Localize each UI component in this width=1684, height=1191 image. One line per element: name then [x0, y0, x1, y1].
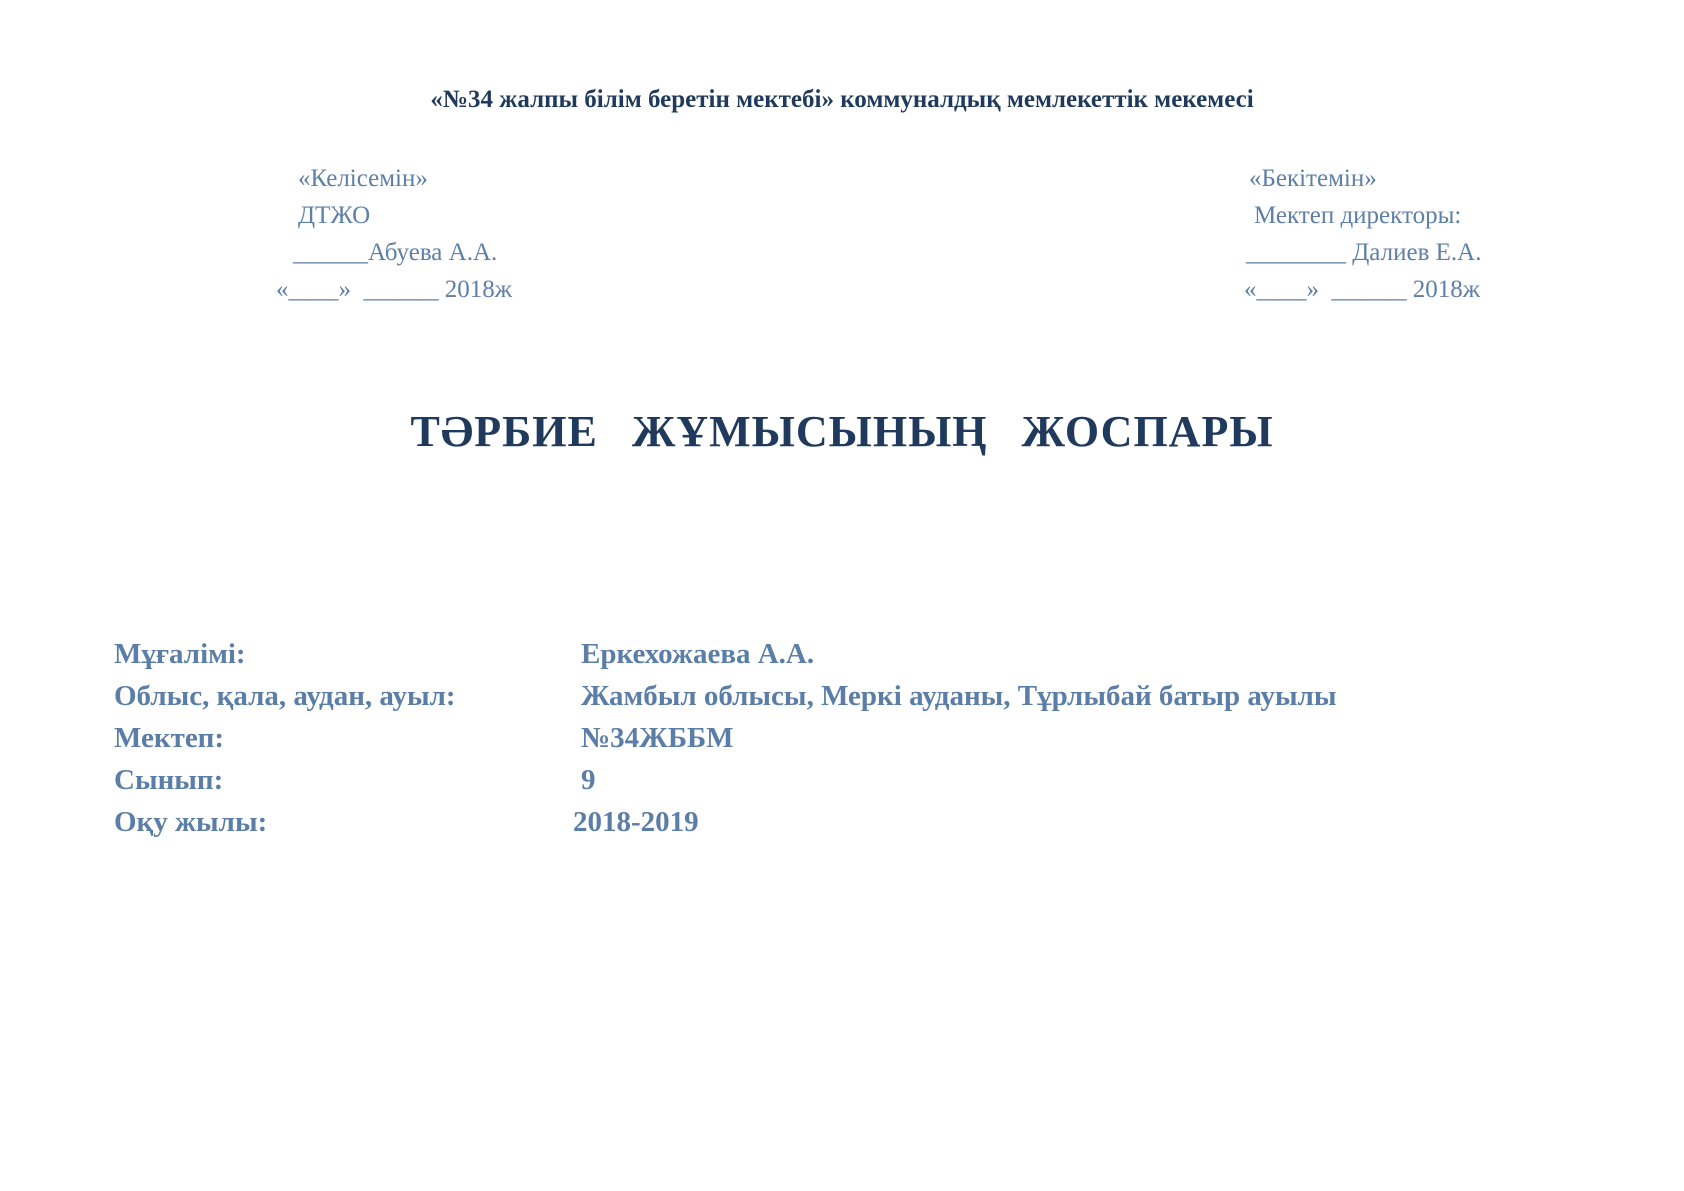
teacher-label: Мұғалімі: — [114, 638, 246, 670]
class-label: Сынып: — [114, 764, 224, 796]
agreed-date-line: «____» ______ 2018ж — [276, 276, 513, 303]
agreed-heading: «Келісемін» — [298, 165, 428, 192]
year-label: Оқу жылы: — [114, 806, 268, 838]
region-label: Облыс, қала, аудан, ауыл: — [114, 680, 456, 712]
approval-block-agreed — [270, 160, 513, 308]
document-title: ТӘРБИЕ ЖҰМЫСЫНЫҢ ЖОСПАРЫ — [410, 407, 1274, 456]
school-label: Мектеп: — [114, 722, 225, 754]
year-value: 2018-2019 — [573, 806, 699, 838]
approved-date-line: «____» ______ 2018ж — [1244, 276, 1481, 303]
approval-block-approved — [1240, 160, 1482, 308]
agreed-position: ДТЖО — [298, 202, 371, 229]
agreed-signature-line: ______Абуева А.А. — [293, 239, 498, 266]
approved-heading: «Бекітемін» — [1249, 165, 1377, 192]
teacher-value: Еркехожаева А.А. — [581, 638, 815, 670]
school-value: №34ЖББМ — [581, 722, 734, 754]
approved-signature-line: ________ Далиев Е.А. — [1246, 239, 1482, 266]
organization-header: «№34 жалпы білім беретін мектебі» коммуналдық мемлекеттік мекемесі — [430, 86, 1254, 113]
approved-position: Мектеп директоры: — [1254, 202, 1462, 229]
region-value: Жамбыл облысы, Меркі ауданы, Тұрлыбай батыр ауылы — [581, 680, 1337, 712]
class-value: 9 — [581, 764, 596, 796]
